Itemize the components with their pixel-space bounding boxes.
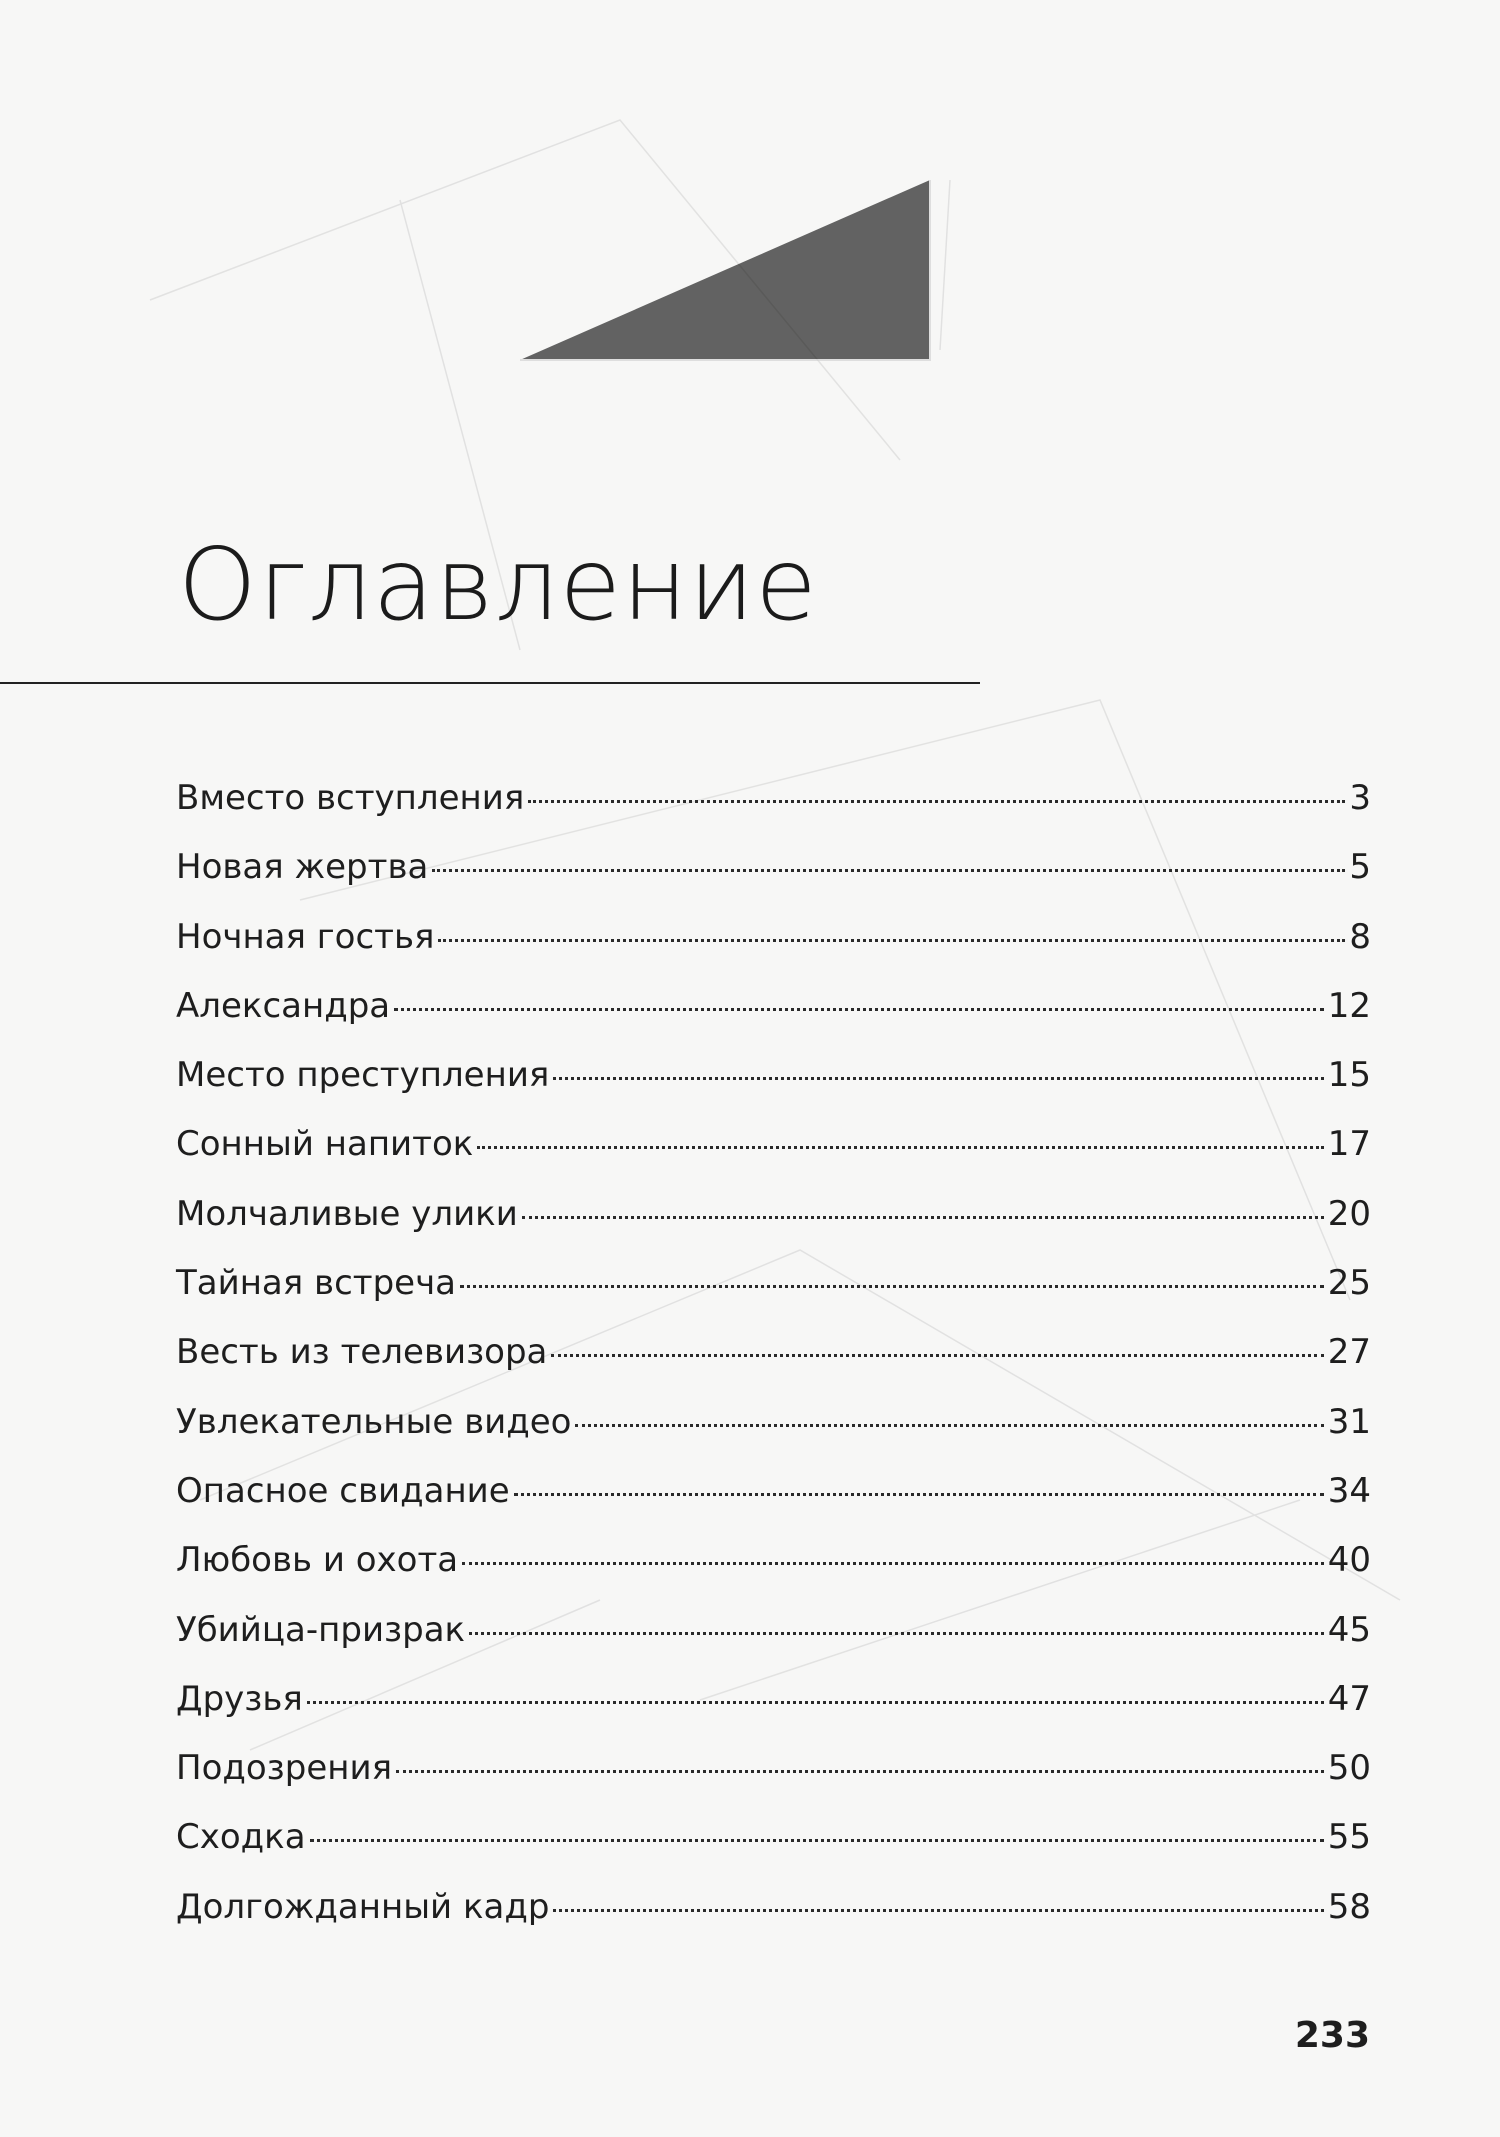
toc-entry <box>176 1124 1371 1193</box>
toc-leader-dots <box>310 1839 1324 1842</box>
toc-entry-title: Александра <box>176 985 391 1026</box>
toc-entry <box>176 1887 1371 1956</box>
toc-entry-title: Вместо вступления <box>176 778 525 818</box>
toc-entry-page: 12 <box>1327 985 1371 1026</box>
toc-entry-title: Место преступления <box>176 1055 550 1096</box>
toc-leader-dots <box>551 1354 1323 1357</box>
toc-entry <box>176 1332 1371 1401</box>
toc-entry-page: 34 <box>1327 1470 1371 1511</box>
toc-entry-page: 15 <box>1327 1055 1371 1096</box>
toc-leader-dots <box>528 800 1345 803</box>
toc-leader-dots <box>522 1216 1324 1219</box>
toc-entry <box>176 847 1371 916</box>
table-of-contents <box>176 778 1371 1956</box>
toc-entry <box>176 1817 1371 1886</box>
toc-leader-dots <box>462 1562 1324 1565</box>
page-title: Оглавление <box>178 526 818 643</box>
toc-entry-page: 20 <box>1327 1193 1371 1234</box>
toc-entry-title: Тайная встреча <box>176 1263 456 1304</box>
toc-entry-page: 25 <box>1327 1263 1371 1304</box>
toc-entry-title: Весть из телевизора <box>176 1332 548 1373</box>
toc-leader-dots <box>553 1909 1323 1912</box>
toc-entry-title: Долгожданный кадр <box>176 1886 550 1927</box>
toc-leader-dots <box>469 1632 1324 1635</box>
toc-entry-page: 50 <box>1327 1748 1371 1789</box>
toc-leader-dots <box>514 1493 1324 1496</box>
toc-entry-title: Новая жертва <box>176 847 429 888</box>
toc-entry <box>176 1610 1371 1679</box>
toc-leader-dots <box>575 1424 1323 1427</box>
toc-entry-page: 58 <box>1327 1886 1371 1927</box>
page-number: 233 <box>1294 2015 1370 2056</box>
toc-entry-title: Сходка <box>176 1817 306 1858</box>
toc-leader-dots <box>396 1770 1324 1773</box>
toc-entry-page: 55 <box>1327 1817 1371 1858</box>
toc-entry-page: 47 <box>1327 1678 1371 1719</box>
toc-entry-title: Убийца-призрак <box>176 1609 466 1650</box>
toc-leader-dots <box>307 1701 1324 1704</box>
toc-entry-title: Сонный напиток <box>176 1124 474 1165</box>
toc-entry-title: Любовь и охота <box>176 1540 459 1581</box>
toc-leader-dots <box>460 1285 1324 1288</box>
toc-entry-title: Ночная гостья <box>176 916 435 957</box>
toc-entry <box>176 1194 1371 1263</box>
toc-entry <box>176 917 1371 986</box>
toc-leader-dots <box>553 1077 1323 1080</box>
toc-entry-page: 5 <box>1349 847 1371 888</box>
toc-entry-page: 45 <box>1327 1609 1371 1650</box>
toc-entry <box>176 778 1371 847</box>
toc-leader-dots <box>477 1146 1323 1149</box>
toc-entry-page: 17 <box>1327 1124 1371 1165</box>
toc-leader-dots <box>438 939 1345 942</box>
toc-entry <box>176 1055 1371 1124</box>
toc-leader-dots <box>394 1008 1324 1011</box>
toc-entry <box>176 986 1371 1055</box>
toc-entry <box>176 1679 1371 1748</box>
toc-entry-title: Подозрения <box>176 1748 393 1789</box>
toc-entry <box>176 1471 1371 1540</box>
title-underline <box>0 682 980 684</box>
toc-entry-page: 8 <box>1349 916 1371 957</box>
toc-entry <box>176 1402 1371 1471</box>
toc-entry-title: Друзья <box>176 1678 303 1719</box>
toc-leader-dots <box>432 869 1345 872</box>
toc-entry-title: Молчаливые улики <box>176 1193 518 1234</box>
toc-entry-page: 31 <box>1327 1401 1371 1442</box>
toc-entry-title: Увлекательные видео <box>176 1401 572 1442</box>
toc-entry <box>176 1540 1371 1609</box>
toc-entry <box>176 1263 1371 1332</box>
toc-entry-title: Опасное свидание <box>176 1470 510 1511</box>
toc-entry-page: 27 <box>1327 1332 1371 1373</box>
toc-entry-page: 40 <box>1327 1540 1371 1581</box>
toc-entry-page: 3 <box>1349 778 1371 818</box>
toc-entry <box>176 1748 1371 1817</box>
